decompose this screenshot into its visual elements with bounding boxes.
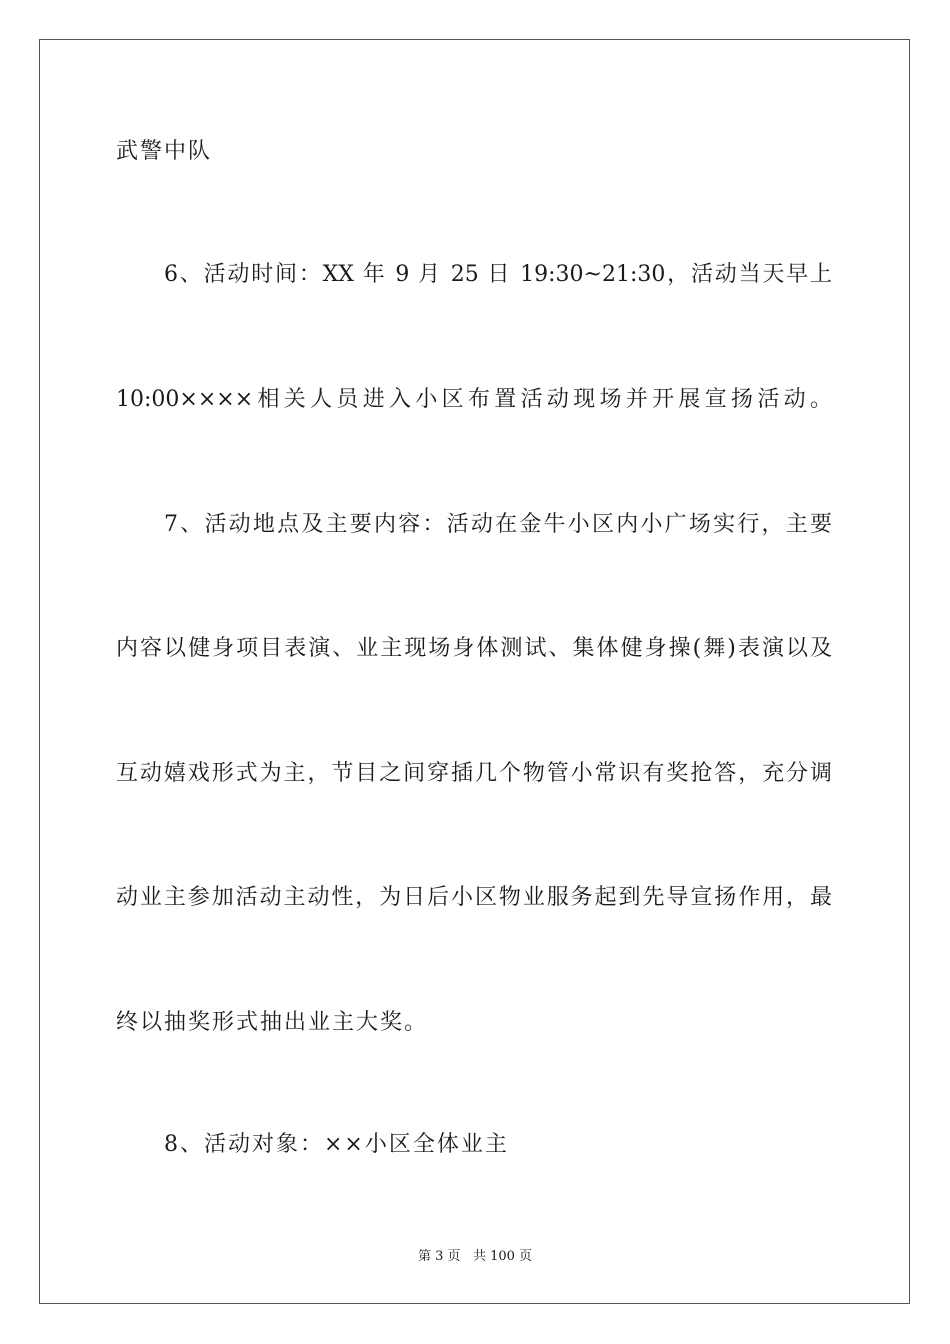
page-footer <box>0 1248 950 1266</box>
paragraph-line-location-cont-3: 动业主参加活动主动性，为日后小区物业服务起到先导宣扬作用，最 <box>116 885 832 910</box>
paragraph-line-audience: 8、活动对象：××小区全体业主 <box>164 1132 509 1157</box>
paragraph-line-activity-time: 6、活动时间：XX 年 9 月 25 日 19:30~21:30，活动当天早上 <box>164 262 832 287</box>
paragraph-line-location-cont-4: 终以抽奖形式抽出业主大奖。 <box>116 1010 429 1035</box>
page-total: 共 100 页 <box>472 1249 533 1264</box>
page-border <box>39 39 910 1304</box>
paragraph-line-location-cont-1: 内容以健身项目表演、业主现场身体测试、集体健身操(舞)表演以及 <box>116 636 832 661</box>
paragraph-line-continuation: 武警中队 <box>116 139 213 164</box>
paragraph-line-location-cont-2: 互动嬉戏形式为主，节目之间穿插几个物管小常识有奖抢答，充分调 <box>116 761 832 786</box>
paragraph-line-activity-time-cont: 10:00××××相关人员进入小区布置活动现场并开展宣扬活动。 <box>116 387 832 412</box>
paragraph-line-location: 7、活动地点及主要内容：活动在金牛小区内小广场实行，主要 <box>164 512 832 537</box>
page-number: 第 3 页 <box>417 1249 461 1264</box>
